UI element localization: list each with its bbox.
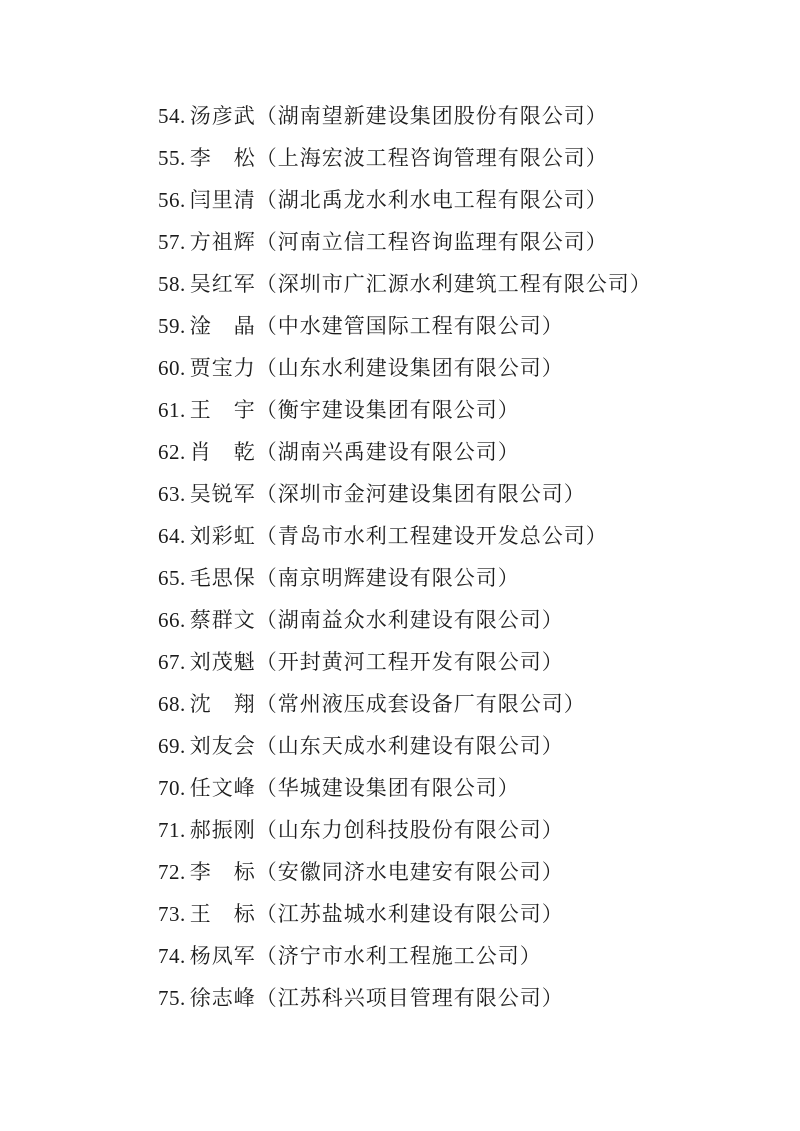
entry-name: 蔡群文	[189, 608, 256, 632]
entry-company: （中水建管国际工程有限公司）	[255, 314, 564, 338]
entry-number: 64.	[158, 524, 186, 548]
entry-number: 57.	[158, 230, 186, 254]
entry-number: 63.	[158, 482, 186, 506]
entry-number: 74.	[158, 944, 186, 968]
entry-company: （湖北禹龙水利水电工程有限公司）	[255, 188, 608, 212]
entry-number: 55.	[158, 146, 186, 170]
entry-company: （衡宇建设集团有限公司）	[255, 398, 520, 422]
entry-name: 肖 乾	[189, 440, 256, 464]
list-item	[158, 389, 760, 431]
entry-name: 刘彩虹	[189, 524, 256, 548]
list-item	[158, 893, 760, 935]
entry-number: 73.	[158, 902, 186, 926]
list-item	[158, 305, 760, 347]
entry-company: （河南立信工程咨询监理有限公司）	[255, 230, 608, 254]
list-item	[158, 641, 760, 683]
list-item	[158, 725, 760, 767]
list-item	[158, 515, 760, 557]
list-item	[158, 851, 760, 893]
entry-company: （常州液压成套设备厂有限公司）	[255, 692, 586, 716]
list-item	[158, 935, 760, 977]
entry-name: 杨凤军	[189, 944, 256, 968]
entry-name: 刘友会	[189, 734, 256, 758]
entry-company: （华城建设集团有限公司）	[255, 776, 520, 800]
entry-number: 54.	[158, 104, 186, 128]
entry-name: 王 宇	[189, 398, 256, 422]
list-item	[158, 95, 760, 137]
entry-number: 67.	[158, 650, 186, 674]
entry-company: （上海宏波工程咨询管理有限公司）	[255, 146, 608, 170]
entry-number: 65.	[158, 566, 186, 590]
name-list	[158, 95, 760, 1019]
entry-number: 56.	[158, 188, 186, 212]
entry-name: 毛思保	[189, 566, 256, 590]
entry-company: （深圳市广汇源水利建筑工程有限公司）	[255, 272, 652, 296]
list-item	[158, 179, 760, 221]
list-item	[158, 809, 760, 851]
list-item	[158, 431, 760, 473]
entry-name: 沈 翔	[189, 692, 256, 716]
entry-company: （济宁市水利工程施工公司）	[255, 944, 542, 968]
list-item	[158, 683, 760, 725]
entry-company: （山东力创科技股份有限公司）	[255, 818, 564, 842]
list-item	[158, 473, 760, 515]
entry-name: 汤彦武	[189, 104, 256, 128]
entry-name: 郝振刚	[189, 818, 256, 842]
entry-name: 方祖辉	[189, 230, 256, 254]
entry-number: 72.	[158, 860, 186, 884]
list-item	[158, 347, 760, 389]
entry-number: 59.	[158, 314, 186, 338]
entry-number: 68.	[158, 692, 186, 716]
entry-name: 贾宝力	[189, 356, 256, 380]
entry-number: 75.	[158, 986, 186, 1010]
entry-company: （江苏盐城水利建设有限公司）	[255, 902, 564, 926]
entry-number: 69.	[158, 734, 186, 758]
entry-company: （山东水利建设集团有限公司）	[255, 356, 564, 380]
entry-name: 李 松	[189, 146, 256, 170]
entry-company: （山东天成水利建设有限公司）	[255, 734, 564, 758]
list-item	[158, 263, 760, 305]
entry-name: 任文峰	[189, 776, 256, 800]
entry-company: （湖南益众水利建设有限公司）	[255, 608, 564, 632]
entry-company: （湖南望新建设集团股份有限公司）	[255, 104, 608, 128]
entry-name: 李 标	[189, 860, 256, 884]
entry-name: 闫里清	[189, 188, 256, 212]
entry-company: （青岛市水利工程建设开发总公司）	[255, 524, 608, 548]
entry-name: 淦 晶	[189, 314, 256, 338]
entry-number: 71.	[158, 818, 186, 842]
entry-company: （开封黄河工程开发有限公司）	[255, 650, 564, 674]
entry-company: （南京明辉建设有限公司）	[255, 566, 520, 590]
entry-company: （江苏科兴项目管理有限公司）	[255, 986, 564, 1010]
entry-company: （深圳市金河建设集团有限公司）	[255, 482, 586, 506]
entry-company: （安徽同济水电建安有限公司）	[255, 860, 564, 884]
entry-name: 王 标	[189, 902, 256, 926]
entry-company: （湖南兴禹建设有限公司）	[255, 440, 520, 464]
entry-number: 60.	[158, 356, 186, 380]
entry-number: 58.	[158, 272, 186, 296]
entry-name: 吴锐军	[189, 482, 256, 506]
list-item	[158, 557, 760, 599]
entry-name: 徐志峰	[189, 986, 256, 1010]
list-item	[158, 767, 760, 809]
entry-number: 70.	[158, 776, 186, 800]
entry-number: 61.	[158, 398, 186, 422]
entry-number: 66.	[158, 608, 186, 632]
entry-number: 62.	[158, 440, 186, 464]
list-item	[158, 221, 760, 263]
list-item	[158, 137, 760, 179]
list-item	[158, 977, 760, 1019]
list-item	[158, 599, 760, 641]
entry-name: 吴红军	[189, 272, 256, 296]
entry-name: 刘茂魁	[189, 650, 256, 674]
